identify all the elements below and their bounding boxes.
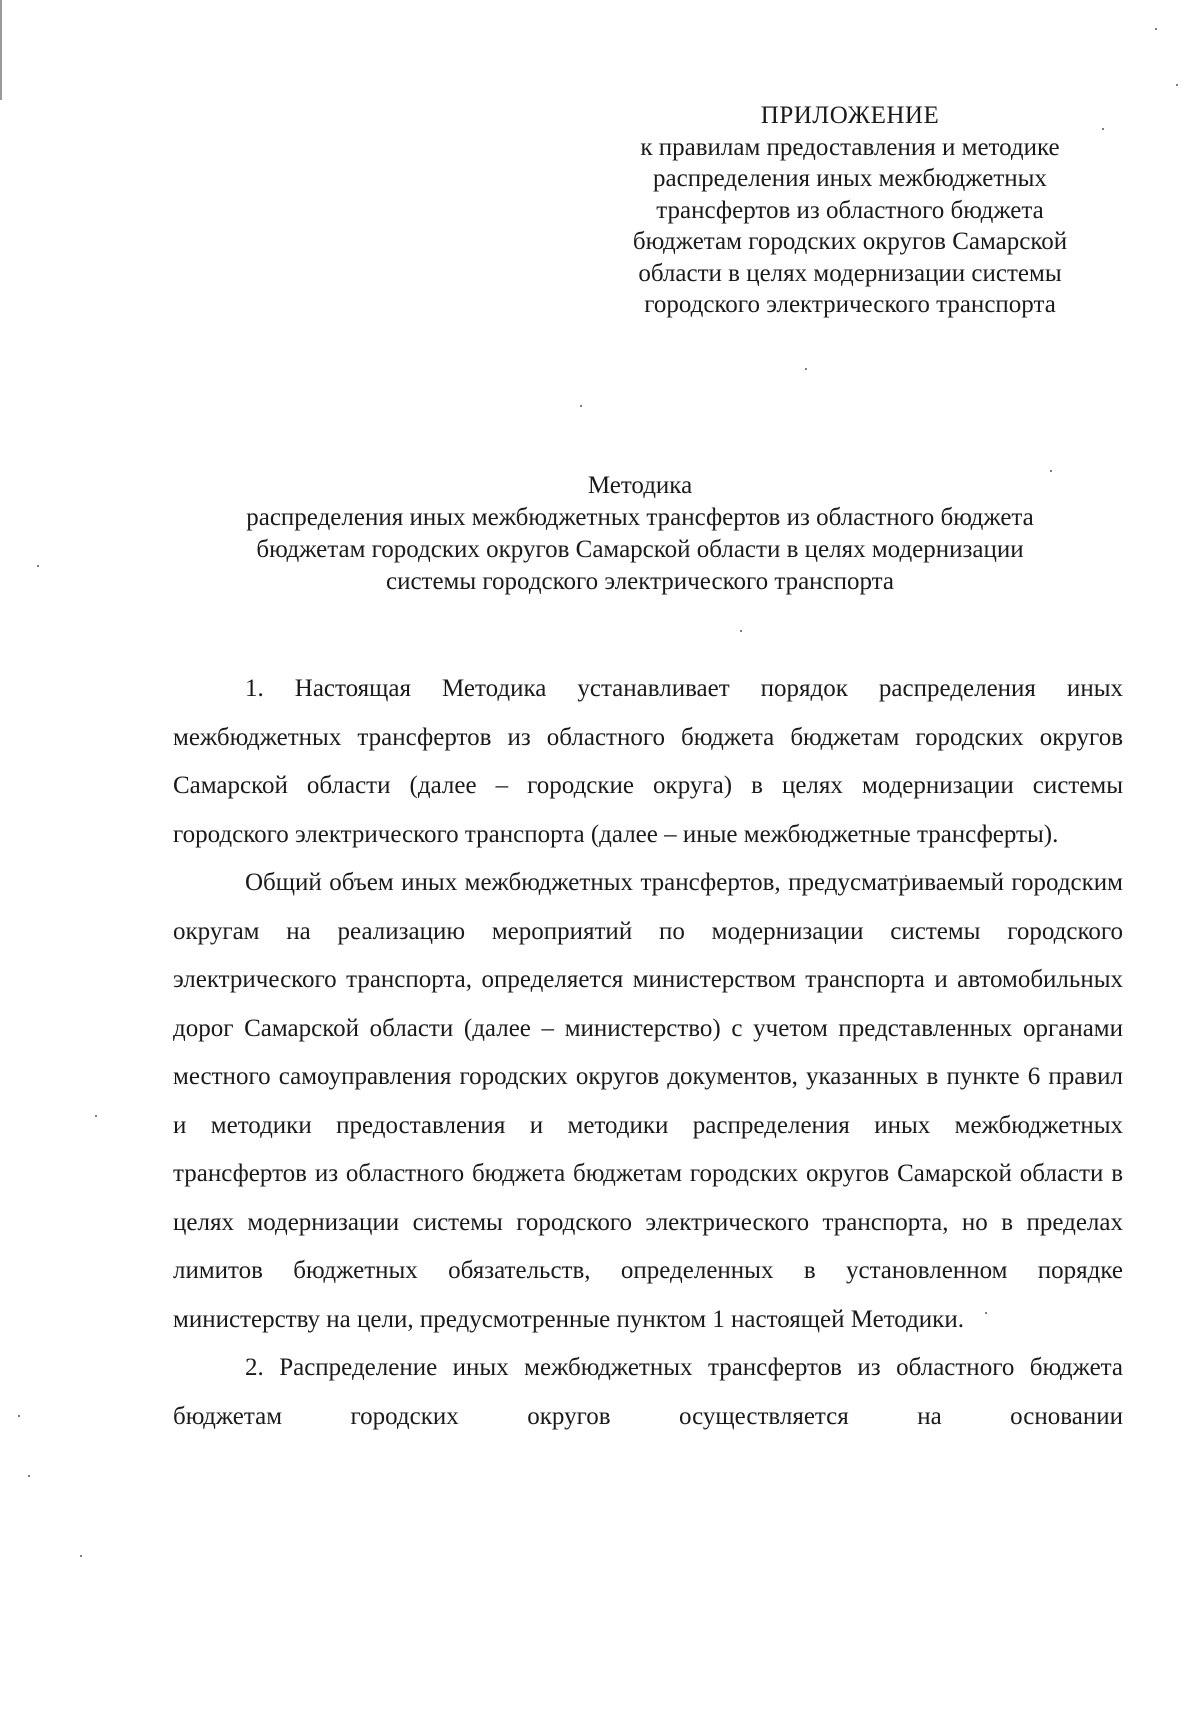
appendix-line: бюджетам городских округов Самарской bbox=[632, 228, 1068, 255]
scan-speck bbox=[37, 565, 39, 567]
methodology-subtitle-line: системы городского электрического транспорта bbox=[385, 568, 895, 595]
scan-speck bbox=[80, 1555, 82, 1557]
appendix-line: области в целях модернизации системы bbox=[638, 259, 1062, 287]
scan-speck bbox=[1155, 28, 1157, 30]
scan-speck bbox=[95, 1115, 97, 1117]
appendix-line: к правилам предоставления и методике bbox=[640, 133, 1060, 161]
methodology-subtitle-line: распределения иных межбюджетных трансфертов из областного бюджета bbox=[246, 504, 1034, 531]
appendix-header bbox=[580, 100, 1120, 321]
appendix-line: распределения иных межбюджетных bbox=[653, 165, 1047, 192]
appendix-title: ПРИЛОЖЕНИЕ bbox=[760, 102, 940, 129]
scan-speck bbox=[1176, 84, 1178, 86]
scan-speck bbox=[28, 1475, 30, 1477]
paragraph: 1. Настоящая Методика устанавливает порядок распределения иных межбюджетных трансфертов из областного бюджета бюджетам городских округов Самарской области (далее – городские округа) в целях модернизации системы городского электрического транспорта (далее – иные межбюджетные трансферты). bbox=[173, 675, 1123, 848]
methodology-subtitle-line: бюджетам городских округов Самарской области в целях модернизации bbox=[256, 536, 1024, 563]
scan-speck bbox=[18, 1415, 20, 1417]
document-body bbox=[173, 665, 1123, 1441]
methodology-title: Методика bbox=[587, 472, 693, 499]
paragraph: 2. Распределение иных межбюджетных трансфертов из областного бюджета бюджетам городских округов осуществляется на основании bbox=[173, 1354, 1123, 1430]
scan-speck bbox=[740, 630, 742, 632]
scan-edge-line bbox=[0, 0, 2, 100]
paragraph: Общий объем иных межбюджетных трансфертов, предусматриваемый городским округам на реализацию мероприятий по модернизации системы городского электрического транспорта, определяется министерством транспорта и автомобильных дорог Самарской области (далее – министерство) с учетом представленных органами местного самоуправления городских округов документов, указанных в пункте 6 правил и методики предоставления и методики распределения иных межбюджетных трансфертов из областного бюджета бюджетам городских округов Самарской области в целях модернизации системы городского электрического транспорта, но в пределах лимитов бюджетных обязательств, определенных в установленном порядке министерству на цели, предусмотренные пунктом 1 настоящей Методики. bbox=[173, 869, 1123, 1333]
appendix-line: трансфертов из областного бюджета bbox=[656, 196, 1044, 224]
scan-speck bbox=[580, 405, 582, 407]
scan-speck bbox=[805, 368, 807, 370]
appendix-line: городского электрического транспорта bbox=[644, 291, 1056, 318]
methodology-heading bbox=[160, 470, 1120, 598]
